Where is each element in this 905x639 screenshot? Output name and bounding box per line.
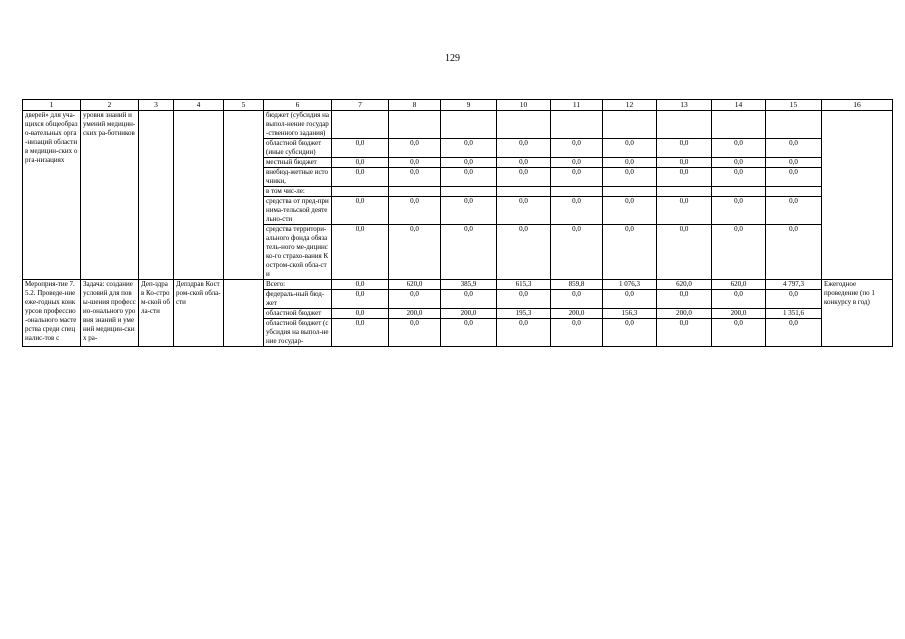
column-header: 16 (822, 100, 893, 111)
value-cell: 0,0 (712, 168, 766, 187)
column-header: 14 (712, 100, 766, 111)
value-cell: 0,0 (657, 225, 712, 280)
value-cell: 0,0 (441, 158, 497, 168)
column-header: 3 (139, 100, 174, 111)
value-cell: 0,0 (441, 168, 497, 187)
column-header: 5 (224, 100, 264, 111)
source-cell: Всего: (264, 280, 332, 290)
value-cell (441, 111, 497, 139)
value-cell: 0,0 (603, 225, 657, 280)
value-cell: 0,0 (603, 158, 657, 168)
value-cell: 0,0 (332, 225, 389, 280)
cell-c5 (224, 280, 264, 347)
value-cell: 620,0 (657, 280, 712, 290)
value-cell: 0,0 (657, 197, 712, 225)
value-cell: 0,0 (497, 158, 551, 168)
value-cell: 0,0 (657, 158, 712, 168)
empty-cell (224, 111, 264, 280)
empty-cell (139, 111, 174, 280)
empty-cell (174, 111, 224, 280)
value-cell: 0,0 (497, 225, 551, 280)
value-cell: 0,0 (712, 319, 766, 347)
value-cell (766, 187, 822, 197)
source-cell: средства от пред-принима-тельской деятельно-сти (264, 197, 332, 225)
value-cell: 0,0 (332, 139, 389, 158)
value-cell: 0,0 (551, 139, 603, 158)
value-cell: 200,0 (712, 309, 766, 319)
value-cell (332, 111, 389, 139)
value-cell: 0,0 (712, 225, 766, 280)
value-cell: 0,0 (441, 139, 497, 158)
value-cell: 0,0 (332, 280, 389, 290)
cell-c3: Деп-здрав Ко-стром-ской обла-сти (139, 280, 174, 347)
value-cell: 385,9 (441, 280, 497, 290)
value-cell: 0,0 (766, 319, 822, 347)
value-cell: 0,0 (657, 168, 712, 187)
value-cell (497, 111, 551, 139)
column-header: 11 (551, 100, 603, 111)
value-cell (712, 187, 766, 197)
table-row (23, 111, 893, 139)
value-cell: 0,0 (712, 158, 766, 168)
value-cell: 0,0 (657, 139, 712, 158)
source-cell: областной бюджет (субсидия на выпол-нение государ- (264, 319, 332, 347)
value-cell (657, 111, 712, 139)
value-cell: 0,0 (389, 225, 441, 280)
value-cell: 0,0 (497, 139, 551, 158)
page-number: 129 (445, 53, 460, 64)
value-cell (657, 187, 712, 197)
value-cell: 0,0 (657, 319, 712, 347)
value-cell: 0,0 (712, 139, 766, 158)
value-cell (497, 187, 551, 197)
value-cell: 0,0 (603, 168, 657, 187)
value-cell: 0,0 (766, 158, 822, 168)
value-cell (441, 187, 497, 197)
value-cell: 0,0 (332, 309, 389, 319)
value-cell: 0,0 (332, 290, 389, 309)
column-header: 12 (603, 100, 657, 111)
value-cell: 0,0 (497, 290, 551, 309)
value-cell: 0,0 (389, 197, 441, 225)
value-cell: 156,3 (603, 309, 657, 319)
value-cell: 0,0 (389, 158, 441, 168)
source-cell: бюджет (субсидия на выпол-нение государ-ственного задания) (264, 111, 332, 139)
value-cell (603, 111, 657, 139)
value-cell (389, 187, 441, 197)
cell-c4: Депздрав Костром-ской обла-сти (174, 280, 224, 347)
value-cell (389, 111, 441, 139)
value-cell: 0,0 (603, 139, 657, 158)
value-cell: 0,0 (766, 197, 822, 225)
value-cell (712, 111, 766, 139)
column-header: 2 (81, 100, 139, 111)
cell-c1: дверей» для уча-щихся общеобразо-вательных орга-низаций области в медицин-ских орга-низациях (23, 111, 81, 280)
value-cell: 0,0 (551, 290, 603, 309)
value-cell: 4 797,3 (766, 280, 822, 290)
value-cell: 0,0 (551, 319, 603, 347)
value-cell: 0,0 (551, 197, 603, 225)
column-header: 13 (657, 100, 712, 111)
value-cell (551, 187, 603, 197)
source-cell: внебюд-жетные источники, (264, 168, 332, 187)
value-cell: 0,0 (497, 319, 551, 347)
value-cell: 0,0 (551, 158, 603, 168)
value-cell: 0,0 (441, 290, 497, 309)
value-cell: 0,0 (497, 197, 551, 225)
value-cell: 200,0 (389, 309, 441, 319)
source-cell: областной бюджет (иные субсидии) (264, 139, 332, 158)
column-header: 7 (332, 100, 389, 111)
value-cell: 0,0 (603, 197, 657, 225)
value-cell: 0,0 (603, 319, 657, 347)
value-cell: 0,0 (766, 139, 822, 158)
source-cell: областной бюджет (264, 309, 332, 319)
cell-c2: уровня знаний и умений медицин-ских ра-ботников (81, 111, 139, 280)
empty-cell (822, 111, 893, 280)
value-cell: 0,0 (766, 225, 822, 280)
column-header: 15 (766, 100, 822, 111)
value-cell: 1 351,6 (766, 309, 822, 319)
value-cell: 0,0 (389, 168, 441, 187)
value-cell: 0,0 (712, 290, 766, 309)
value-cell: 0,0 (551, 168, 603, 187)
value-cell: 0,0 (389, 139, 441, 158)
cell-c2: Задача: создание условий для повы-шения профессио-онального уровня знаний и умений медицин-ских ра- (81, 280, 139, 347)
source-cell: местный бюджет (264, 158, 332, 168)
value-cell: 0,0 (712, 197, 766, 225)
value-cell: 200,0 (441, 309, 497, 319)
column-header: 6 (264, 100, 332, 111)
value-cell: 620,0 (712, 280, 766, 290)
value-cell (603, 187, 657, 197)
value-cell: 0,0 (441, 197, 497, 225)
value-cell: 0,0 (332, 319, 389, 347)
value-cell: 859,8 (551, 280, 603, 290)
value-cell: 1 076,3 (603, 280, 657, 290)
value-cell: 0,0 (766, 168, 822, 187)
column-header: 8 (389, 100, 441, 111)
column-header: 10 (497, 100, 551, 111)
column-header: 4 (174, 100, 224, 111)
value-cell: 200,0 (657, 309, 712, 319)
value-cell: 0,0 (332, 197, 389, 225)
cell-c1: Мероприя-тие 7.5.2. Проведе-ние еже-годных конкурсов профессио-онального мастерства среди специалис-тов с (23, 280, 81, 347)
source-cell: средства территори-ального фонда обязатель-ного ме-дицинско-го страхо-вания Костром-ской обла-сти (264, 225, 332, 280)
budget-table (22, 99, 893, 347)
cell-c16: Ежегодное проведение (по 1 конкурсу в год) (822, 280, 893, 347)
source-cell: федераль-ный бюд-жет (264, 290, 332, 309)
value-cell: 200,0 (551, 309, 603, 319)
value-cell (766, 111, 822, 139)
value-cell (332, 187, 389, 197)
value-cell: 0,0 (441, 319, 497, 347)
value-cell: 0,0 (332, 168, 389, 187)
value-cell: 0,0 (497, 168, 551, 187)
value-cell: 0,0 (441, 225, 497, 280)
table-header-row (23, 100, 893, 111)
value-cell: 0,0 (603, 290, 657, 309)
value-cell: 0,0 (332, 158, 389, 168)
table-row (23, 280, 893, 290)
value-cell: 0,0 (657, 290, 712, 309)
value-cell: 615,3 (497, 280, 551, 290)
value-cell: 620,0 (389, 280, 441, 290)
column-header: 1 (23, 100, 81, 111)
value-cell: 0,0 (389, 319, 441, 347)
value-cell: 195,3 (497, 309, 551, 319)
value-cell: 0,0 (551, 225, 603, 280)
value-cell: 0,0 (766, 290, 822, 309)
value-cell (551, 111, 603, 139)
column-header: 9 (441, 100, 497, 111)
value-cell: 0,0 (389, 290, 441, 309)
source-cell: в том чис-ле: (264, 187, 332, 197)
